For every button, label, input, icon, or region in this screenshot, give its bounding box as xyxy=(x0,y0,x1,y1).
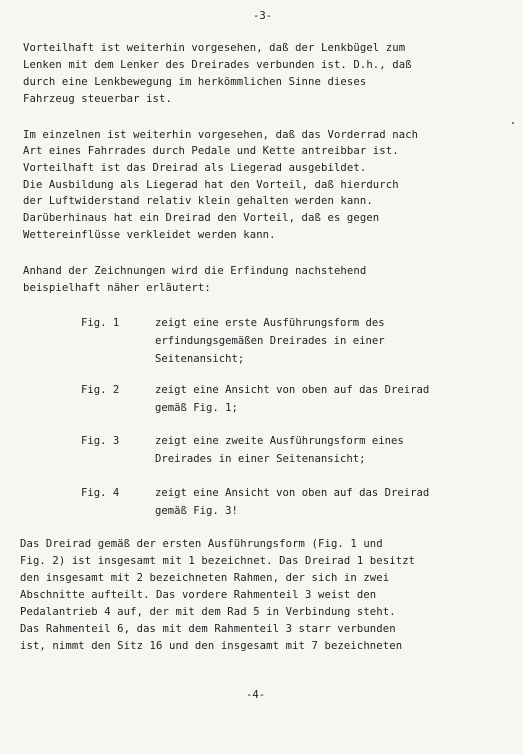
text-line: Abschnitte aufteilt. Das vordere Rahmenteil 3 weist den xyxy=(20,589,377,601)
text-line: Pedalantrieb 4 auf, der mit dem Rad 5 in Verbindung steht. xyxy=(20,606,396,618)
text-line: ist, nimmt den Sitz 16 und den insgesamt mit 7 bezeichneten xyxy=(20,640,403,652)
figure-label: Fig. 4 xyxy=(81,487,120,499)
text-line: Lenken mit dem Lenker des Dreirades verbunden ist. D.h., daß xyxy=(23,59,412,71)
text-line: Wettereinflüsse verkleidet werden kann. xyxy=(23,229,276,241)
text-line: durch eine Lenkbewegung im herkömmlichen Sinne dieses xyxy=(23,76,367,88)
text-line: Vorteilhaft ist das Dreirad als Liegerad ausgebildet. xyxy=(23,162,367,174)
figure-description-line: gemäß Fig. 3! xyxy=(155,505,238,517)
figure-description-line: Dreirades in einer Seitenansicht; xyxy=(155,453,366,465)
text-line: Fig. 2) ist insgesamt mit 1 bezeichnet. Das Dreirad 1 besitzt xyxy=(20,555,416,567)
scan-speck xyxy=(512,122,514,124)
page-number-bottom: -4- xyxy=(246,689,266,701)
text-line: Das Rahmenteil 6, das mit dem Rahmenteil 3 starr verbunden xyxy=(20,623,396,635)
text-line: Die Ausbildung als Liegerad hat den Vorteil, daß hierdurch xyxy=(23,179,399,191)
figure-description-line: zeigt eine zweite Ausführungsform eines xyxy=(155,435,404,447)
text-line: Anhand der Zeichnungen wird die Erfindung nachstehend xyxy=(23,265,367,277)
text-line: Vorteilhaft ist weiterhin vorgesehen, daß der Lenkbügel zum xyxy=(23,42,406,54)
figure-description-line: zeigt eine Ansicht von oben auf das Dreirad xyxy=(155,384,430,396)
text-line: Art eines Fahrrades durch Pedale und Kette antreibbar ist. xyxy=(23,145,399,157)
figure-description-line: erfindungsgemäßen Dreirades in einer xyxy=(155,335,385,347)
text-line: der Luftwiderstand relativ klein gehalten werden kann. xyxy=(23,195,373,207)
text-line: Fahrzeug steuerbar ist. xyxy=(23,93,172,105)
text-line: den insgesamt mit 2 bezeichneten Rahmen, der sich in zwei xyxy=(20,572,390,584)
figure-description-line: gemäß Fig. 1; xyxy=(155,402,238,414)
text-line: Das Dreirad gemäß der ersten Ausführungsform (Fig. 1 und xyxy=(20,538,383,550)
text-line: Im einzelnen ist weiterhin vorgesehen, daß das Vorderrad nach xyxy=(23,129,419,141)
text-line: Darüberhinaus hat ein Dreirad den Vorteil, daß es gegen xyxy=(23,212,380,224)
figure-label: Fig. 2 xyxy=(81,384,120,396)
figure-description-line: zeigt eine Ansicht von oben auf das Dreirad xyxy=(155,487,430,499)
page-number-top: -3- xyxy=(253,10,273,22)
figure-label: Fig. 1 xyxy=(81,317,120,329)
figure-description-line: Seitenansicht; xyxy=(155,353,245,365)
figure-label: Fig. 3 xyxy=(81,435,120,447)
text-line: beispielhaft näher erläutert: xyxy=(23,282,211,294)
figure-description-line: zeigt eine erste Ausführungsform des xyxy=(155,317,385,329)
